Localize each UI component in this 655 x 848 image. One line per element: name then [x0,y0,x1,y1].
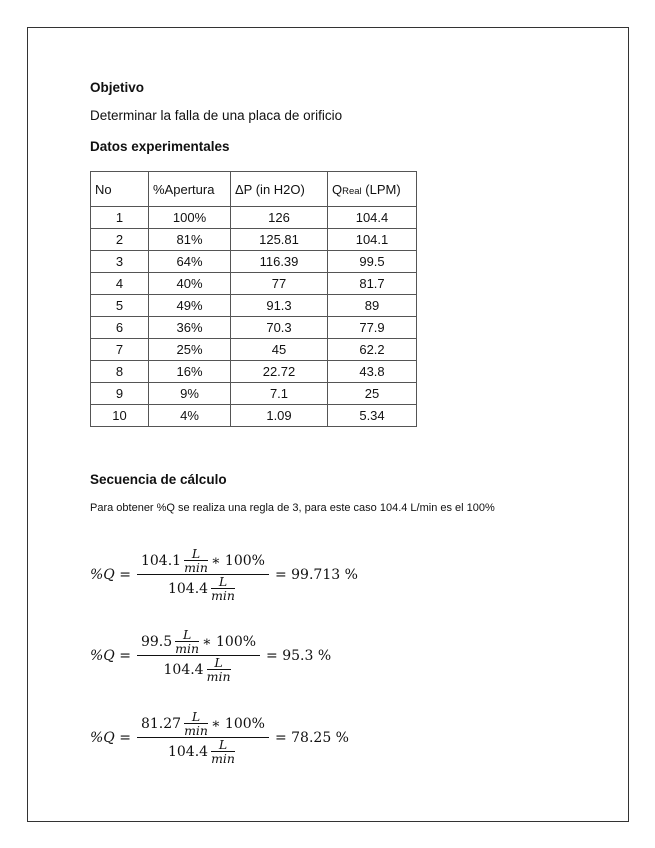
table-row [91,361,417,383]
cell-apertura: 9% [149,383,231,405]
equation-1 [90,547,358,602]
unit-denominator: min [211,751,235,766]
cell-delta-p: 91.3 [231,295,328,317]
times-percent: ∗ 100% [210,715,265,732]
datos-heading: Datos experimentales [90,139,230,154]
cell-q-real: 104.1 [328,229,417,251]
cell-q-real: 99.5 [328,251,417,273]
main-fraction [137,547,269,602]
cell-no: 7 [91,339,149,361]
cell-delta-p: 77 [231,273,328,295]
table-row [91,229,417,251]
header-no: No [91,172,149,207]
cell-q-real: 89 [328,295,417,317]
cell-no: 1 [91,207,149,229]
equation-result: = 99.713 % [274,566,358,583]
cell-apertura: 100% [149,207,231,229]
cell-delta-p: 126 [231,207,328,229]
cell-q-real: 25 [328,383,417,405]
unit-fraction [207,656,231,683]
unit-numerator: L [214,655,223,670]
header-delta-p: ΔP (in H2O) [231,172,328,207]
cell-delta-p: 1.09 [231,405,328,427]
header-q-label: Q [332,181,343,197]
cell-q-real: 43.8 [328,361,417,383]
fraction-numerator [137,547,269,574]
fraction-denominator [164,575,242,602]
cell-no: 8 [91,361,149,383]
table-row [91,339,417,361]
times-percent: ∗ 100% [210,552,265,569]
secuencia-heading: Secuencia de cálculo [90,472,227,487]
cell-no: 4 [91,273,149,295]
unit-numerator: L [218,574,228,589]
cell-no: 2 [91,229,149,251]
numerator-value: 99.5 [140,633,173,650]
table-row [91,273,417,295]
secuencia-text: Para obtener %Q se realiza una regla de 3, para este caso 104.4 L/min es el 100% [90,502,495,514]
unit-denominator: min [206,669,231,684]
cell-delta-p: 22.72 [231,361,328,383]
cell-apertura: 36% [149,317,231,339]
table-row [91,383,417,405]
table-row [91,207,417,229]
objetivo-heading: Objetivo [90,80,145,95]
unit-fraction [184,710,208,737]
unit-denominator: min [184,723,208,738]
cell-delta-p: 116.39 [231,251,328,273]
cell-delta-p: 70.3 [231,317,328,339]
cell-delta-p: 45 [231,339,328,361]
cell-no: 3 [91,251,149,273]
fraction-numerator [137,628,260,655]
cell-apertura: 40% [149,273,231,295]
cell-apertura: 16% [149,361,231,383]
cell-apertura: 4% [149,405,231,427]
unit-denominator: min [211,588,235,603]
cell-q-real: 62.2 [328,339,417,361]
cell-apertura: 81% [149,229,231,251]
unit-numerator: L [218,737,228,752]
cell-apertura: 64% [149,251,231,273]
denominator-value: 104.4 [163,661,204,678]
equation-lhs: %Q = [90,566,131,583]
unit-numerator: L [182,627,192,642]
cell-q-real: 81.7 [328,273,417,295]
denominator-value: 104.4 [167,580,209,597]
equation-result: = 78.25 % [274,729,349,746]
cell-no: 10 [91,405,149,427]
cell-delta-p: 7.1 [231,383,328,405]
document-page [27,27,629,822]
cell-q-real: 104.4 [328,207,417,229]
header-apertura: %Apertura [149,172,231,207]
times-percent: ∗ 100% [202,633,257,650]
unit-fraction [175,628,199,655]
cell-delta-p: 125.81 [231,229,328,251]
main-fraction [137,628,260,683]
equation-2 [90,628,331,683]
equation-result: = 95.3 % [266,647,332,664]
fraction-denominator [160,656,238,683]
numerator-value: 81.27 [140,715,182,732]
datos-table [90,171,417,427]
cell-no: 5 [91,295,149,317]
cell-apertura: 49% [149,295,231,317]
unit-denominator: min [175,641,200,656]
table-row [91,405,417,427]
table-body [91,207,417,427]
header-q-subscript: Real [342,185,362,197]
cell-q-real: 5.34 [328,405,417,427]
numerator-value: 104.1 [140,552,182,569]
objetivo-text: Determinar la falla de una placa de orificio [90,108,343,123]
table-row [91,295,417,317]
cell-q-real: 77.9 [328,317,417,339]
fraction-denominator [164,738,242,765]
equation-lhs: %Q = [90,647,131,664]
cell-apertura: 25% [149,339,231,361]
denominator-value: 104.4 [167,743,209,760]
main-fraction [137,710,269,765]
cell-no: 6 [91,317,149,339]
unit-fraction [211,575,235,602]
unit-denominator: min [184,560,208,575]
table-row [91,251,417,273]
equation-3 [90,710,349,765]
cell-no: 9 [91,383,149,405]
unit-numerator: L [191,709,201,724]
unit-fraction [184,547,208,574]
fraction-numerator [137,710,269,737]
header-q-real [328,172,417,207]
header-q-unit: (LPM) [361,181,401,197]
table-row [91,317,417,339]
equation-lhs: %Q = [90,729,131,746]
unit-fraction [211,738,235,765]
table-header-row [91,172,417,207]
unit-numerator: L [191,546,201,561]
